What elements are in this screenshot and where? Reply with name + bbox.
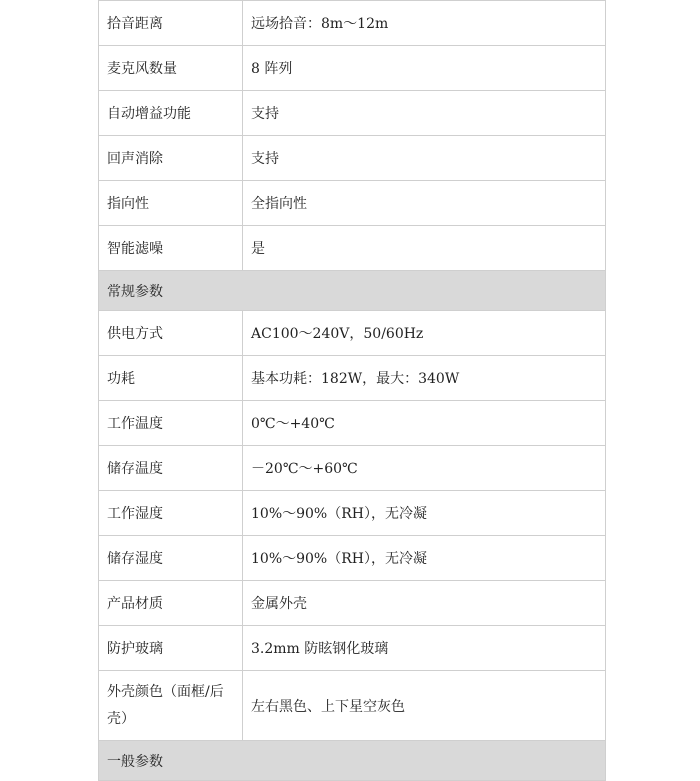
spec-row	[99, 181, 606, 226]
spec-label: 储存温度	[99, 446, 243, 491]
section-header-row	[99, 271, 606, 311]
spec-label: 回声消除	[99, 136, 243, 181]
spec-row	[99, 671, 606, 741]
spec-label: 智能滤噪	[99, 226, 243, 271]
spec-label: 工作温度	[99, 401, 243, 446]
spec-label: 外壳颜色（面框/后壳）	[99, 671, 243, 741]
spec-row	[99, 46, 606, 91]
spec-row	[99, 226, 606, 271]
spec-label: 供电方式	[99, 311, 243, 356]
spec-row	[99, 1, 606, 46]
spec-label: 储存湿度	[99, 536, 243, 581]
spec-value: 3.2mm 防眩钢化玻璃	[243, 626, 606, 671]
spec-value: AC100～240V，50/60Hz	[243, 311, 606, 356]
spec-row	[99, 136, 606, 181]
spec-table	[98, 0, 606, 781]
spec-value: 基本功耗：182W，最大：340W	[243, 356, 606, 401]
spec-label: 指向性	[99, 181, 243, 226]
spec-table-body	[99, 1, 606, 781]
spec-label: 拾音距离	[99, 1, 243, 46]
spec-row	[99, 491, 606, 536]
spec-label: 功耗	[99, 356, 243, 401]
spec-row	[99, 626, 606, 671]
spec-value: 远场拾音：8m～12m	[243, 1, 606, 46]
spec-value: 8 阵列	[243, 46, 606, 91]
spec-value: 10%～90%（RH），无冷凝	[243, 536, 606, 581]
section-header-label: 常规参数	[99, 271, 606, 311]
spec-value: 是	[243, 226, 606, 271]
section-header-label: 一般参数	[99, 741, 606, 781]
spec-row	[99, 91, 606, 136]
spec-label: 工作湿度	[99, 491, 243, 536]
spec-value: 左右黑色、上下星空灰色	[243, 671, 606, 741]
spec-value: 支持	[243, 91, 606, 136]
spec-value: －20℃～+60℃	[243, 446, 606, 491]
section-header-row	[99, 741, 606, 781]
spec-label: 防护玻璃	[99, 626, 243, 671]
spec-label: 产品材质	[99, 581, 243, 626]
spec-label: 麦克风数量	[99, 46, 243, 91]
spec-value: 金属外壳	[243, 581, 606, 626]
spec-row	[99, 401, 606, 446]
spec-row	[99, 581, 606, 626]
spec-row	[99, 356, 606, 401]
spec-row	[99, 536, 606, 581]
spec-value: 0℃～+40℃	[243, 401, 606, 446]
spec-label: 自动增益功能	[99, 91, 243, 136]
spec-row	[99, 446, 606, 491]
spec-value: 全指向性	[243, 181, 606, 226]
spec-value: 10%～90%（RH），无冷凝	[243, 491, 606, 536]
spec-value: 支持	[243, 136, 606, 181]
spec-row	[99, 311, 606, 356]
